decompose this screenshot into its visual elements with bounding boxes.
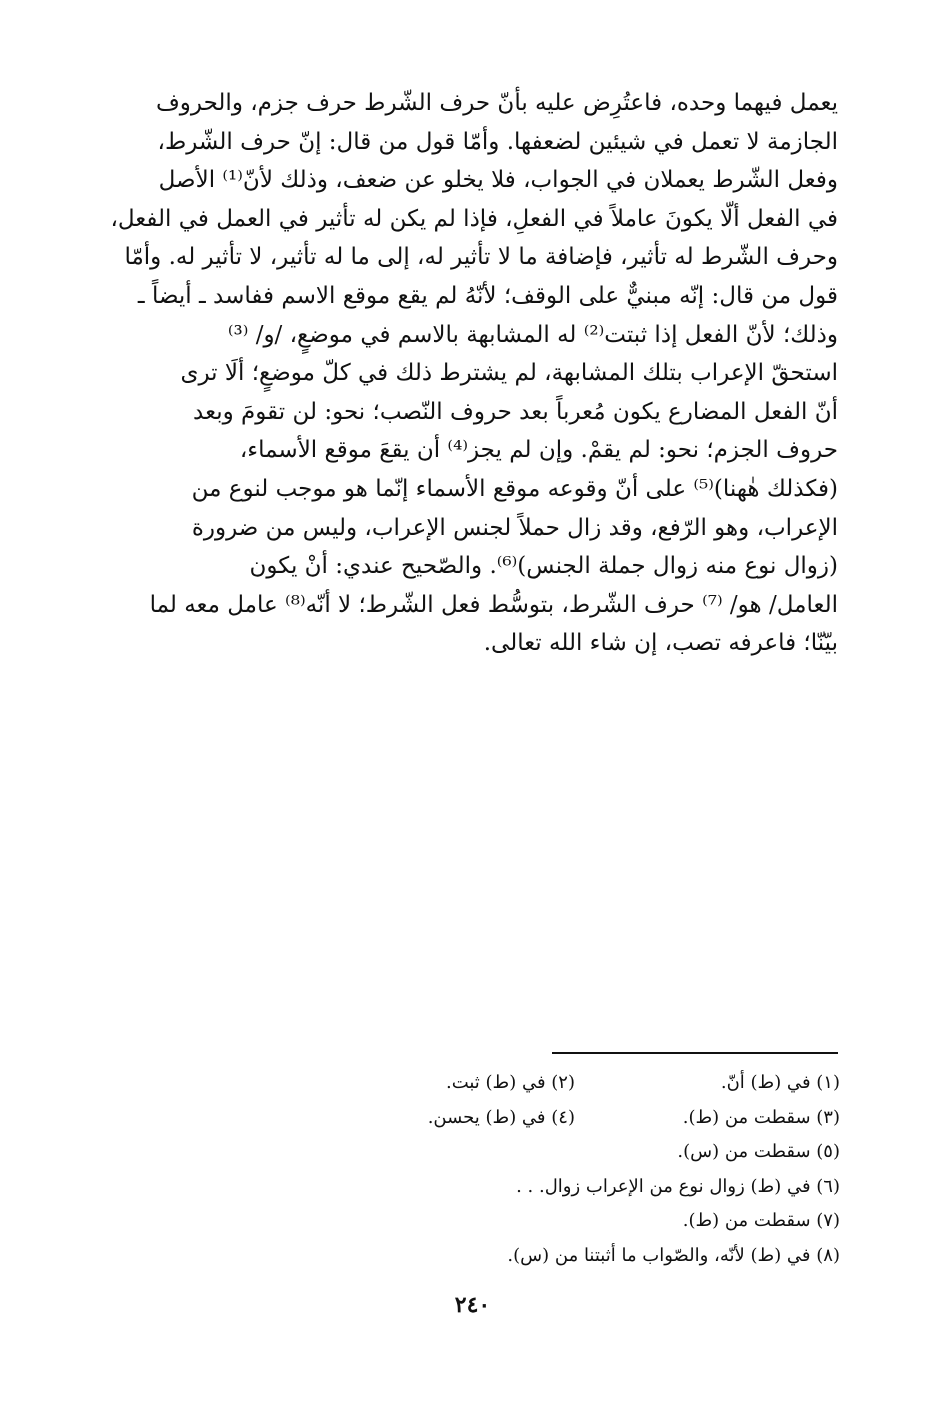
text-line: يعمل فيهما وحده، فاعتُرِض عليه بأنّ حرف الشّرط حرف جزم، والحروف [155,90,838,116]
footnote: (٢) في (ط) ثبت. [445,1072,575,1093]
footnote-row [340,1204,840,1239]
text-line: وحرف الشّرط له تأثير، فإضافة ما لا تأثير له، إلى ما له تأثير، لا تأثير له. وأمّا [124,244,838,271]
footnote-row [340,1135,840,1170]
text-line: (زوال نوع منه زوال جملة الجنس)⁽⁶⁾. والصّحيح عندي: أنْ يكون [249,553,838,580]
footnote: (١) في (ط) أنّ. [720,1072,840,1093]
text-line: في الفعل ألّا يكونَ عاملاً في الفعلِ، فإذا لم يكن له تأثير في العمل في الفعل، [110,205,838,232]
footnote: (٤) في (ط) يحسن. [427,1106,575,1128]
footnote: (٨) في (ط) لأنّه، والصّواب ما أثبتنا من (س). [507,1244,840,1266]
text-line: الجازمة لا تعمل في شيئين لضعفها. وأمّا قول من قال: إنّ حرف الشّرط، [157,128,838,155]
text-line: الإعراب، وهو الرّفع، وقد زال حملاً لجنس الإعراب، وليس من ضرورة [191,514,838,541]
footnote-row [340,1239,840,1274]
text-line: حروف الجزم؛ نحو: لم يقمْ. وإن لم يجز⁽⁴⁾ أن يقعَ موقع الأسماء، [239,437,838,464]
body-text [100,84,838,663]
footnote: (٥) سقطت من (س). [677,1141,840,1163]
footnote-row [340,1066,840,1101]
page-number: ٢٤٠ [454,1292,491,1318]
text-line: بيّنّا؛ فاعرفه تصب، إن شاء الله تعالى. [483,630,838,657]
text-line: العامل/ هو/ ⁽⁷⁾ حرف الشّرط، بتوسُّط فعل الشّرط؛ لا أنّه⁽⁸⁾ عامل معه لما [149,591,838,618]
text-line: (فكذلك هٰهنا)⁽⁵⁾ على أنّ وقوعه موقع الأسماء إنّما هو موجب لنوع من [191,475,838,502]
text-line: أنّ الفعل المضارع يكون مُعرباً بعد حروف النّصب؛ نحو: لن تقومَ وبعد [193,398,838,425]
footnote-divider [552,1052,838,1054]
text-line: قول من قال: إنّه مبنيٌّ على الوقف؛ لأنّهُ لم يقع موقع الاسم ففاسد ـ أيضاً ـ [137,282,838,309]
footnote: (٣) سقطت من (ط). [682,1106,840,1128]
text-line: استحقّ الإعراب بتلك المشابهة، لم يشترط ذلك في كلّ موضعٍ؛ ألَا ترى [180,360,838,387]
footnote: (٧) سقطت من (ط). [682,1210,840,1232]
footnote-row [340,1101,840,1136]
text-line: وفعل الشّرط يعملان في الجواب، فلا يخلو عن ضعف، وذلك لأنّ⁽¹⁾ الأصل [158,167,838,194]
footnote: (٦) في (ط) زوال نوع من الإعراب زوال. . . [516,1175,840,1197]
footnote-row [340,1170,840,1205]
footnotes [340,1066,840,1274]
text-line: وذلك؛ لأنّ الفعل إذا ثبتت⁽²⁾ له المشابهة بالاسم في موضعٍ، /و/ ⁽³⁾ [227,321,838,348]
